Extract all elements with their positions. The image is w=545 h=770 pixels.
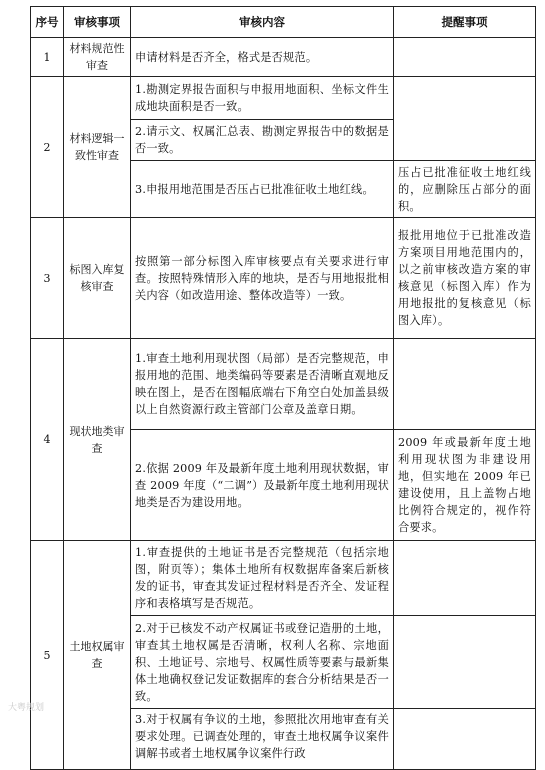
review-item: 材料逻辑一致性审查 [64,77,131,218]
watermark-logo [8,700,44,713]
review-content: 按照第一部分标图入库审核要点有关要求进行审查。按照特殊情形入库的地块，是否与用地报批相关内容（如改造用途、整体改造等）一致。 [131,218,394,339]
header-review-item: 审核事项 [64,7,131,38]
header-reminder: 提醒事项 [394,7,536,38]
review-item: 标图入库复核审查 [64,218,131,339]
review-content: 3.申报用地范围是否压占已批准征收土地红线。 [131,161,394,218]
reminder [394,616,536,709]
review-content: 2.对于已核发不动产权属证书或登记造册的土地，审查其土地权属是否清晰，权利人名称、宗地面积、土地证号、宗地号、权属性质等要素与最新集体土地确权登记发证数据库的套合分析结果是否一致。 [131,616,394,709]
review-content: 申请材料是否齐全，格式是否规范。 [131,38,394,77]
row-number: 3 [31,218,64,339]
review-item: 材料规范性审查 [64,38,131,77]
review-item: 现状地类审查 [64,339,131,541]
reminder [394,709,536,770]
review-content: 3.对于权属有争议的土地，参照批次用地审查有关要求处理。已调查处理的，审查土地权属争议案件调解书或者土地权属争议案件行政 [131,709,394,770]
review-content: 1.审查土地利用现状图（局部）是否完整规范，申报用地的范围、地类编码等要素是否清晰直观地反映在图上，是否在图幅底端右下角空白处加盖县级以上自然资源行政主管部门公章及盖章日期。 [131,339,394,430]
table-row [31,339,536,430]
review-content: 1.审查提供的土地证书是否完整规范（包括宗地图，附页等）；集体土地所有权数据库备案后新核发的证书，审查其发证过程材料是否齐全、发证程序和表格填写是否规范。 [131,541,394,616]
watermark-text: 大粤规划 [8,703,45,713]
row-number: 4 [31,339,64,541]
table-row [31,77,536,120]
table-header-row [31,7,536,38]
reminder: 压占已批准征收土地红线的，应删除压占部分的面积。 [394,161,536,218]
row-number: 5 [31,541,64,770]
reminder [394,339,536,430]
row-number: 2 [31,77,64,218]
reminder: 2009 年或最新年度土地利用现状图为非建设用地，但实地在 2009 年已建设使用，且上盖物占地比例符合规定的，视作符合要求。 [394,430,536,541]
review-table [30,6,536,770]
review-item: 土地权属审查 [64,541,131,770]
reminder: 报批用地位于已批准改造方案项目用地范围内的，以之前审核改造方案的审核意见（标图入库）作为用地报批的复核意见（标图入库）。 [394,218,536,339]
reminder [394,38,536,77]
table-row [31,541,536,616]
review-content: 2.依据 2009 年及最新年度土地利用现状数据，审查 2009 年度（“二调”）及最新年度土地利用现状地类是否为建设用地。 [131,430,394,541]
row-number: 1 [31,38,64,77]
review-content: 2.请示文、权属汇总表、勘测定界报告中的数据是否一致。 [131,120,394,161]
review-content: 1.勘测定界报告面积与申报用地面积、坐标文件生成地块面积是否一致。 [131,77,394,120]
table-row [31,218,536,339]
table-row [31,38,536,77]
reminder [394,541,536,616]
reminder [394,77,536,161]
header-review-content: 审核内容 [131,7,394,38]
document-page [30,6,535,760]
header-serial: 序号 [31,7,64,38]
